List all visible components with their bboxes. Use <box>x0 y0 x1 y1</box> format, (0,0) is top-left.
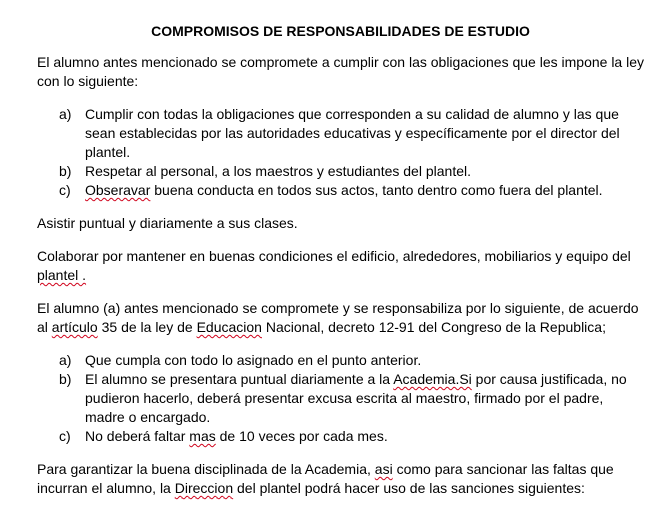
responsibilities-list <box>37 351 644 446</box>
list-item-text: Respetar al personal, a los maestros y estudiantes del plantel. <box>85 163 471 179</box>
obligations-list <box>37 105 644 200</box>
list-item <box>37 370 644 427</box>
spellcheck-flagged-word[interactable]: Academia.Si <box>393 371 472 387</box>
list-marker: b) <box>59 371 72 387</box>
spellcheck-flagged-word[interactable]: Direccion <box>174 480 234 496</box>
list-item <box>37 181 644 200</box>
paragraph-text: Colaborar por mantener en buenas condiciones el edificio, alrededores, mobiliarios y equipo del <box>37 248 631 264</box>
paragraph-text: Para garantizar la buena disciplinada de la Academia, <box>37 461 375 477</box>
collaboration-paragraph <box>37 247 644 285</box>
list-item <box>37 351 644 370</box>
spellcheck-flagged-word[interactable]: plantel . <box>37 267 87 283</box>
spellcheck-flagged-word[interactable]: artículo <box>51 319 98 335</box>
list-marker: c) <box>59 182 71 198</box>
list-marker: a) <box>59 106 72 122</box>
discipline-paragraph <box>37 460 644 498</box>
list-item <box>37 105 644 162</box>
spellcheck-flagged-word[interactable]: Obseravar <box>85 182 151 198</box>
list-item-text: de 10 veces por cada mes. <box>215 428 388 444</box>
list-marker: c) <box>59 428 71 444</box>
list-item <box>37 162 644 181</box>
list-item-text: buena conducta en todos sus actos, tanto dentro como fuera del plantel. <box>150 182 603 198</box>
list-item-text: No deberá faltar <box>85 428 190 444</box>
list-item <box>37 427 644 446</box>
spellcheck-flagged-word[interactable]: Educacion <box>196 319 262 335</box>
paragraph-text: como para sancionar las faltas que incurran el alumno, la <box>37 461 614 496</box>
responsibility-paragraph <box>37 299 644 337</box>
list-marker: b) <box>59 163 72 179</box>
list-item-text: Que cumpla con todo lo asignado en el punto anterior. <box>85 352 422 368</box>
attendance-paragraph: Asistir puntual y diariamente a sus clases. <box>37 215 298 231</box>
paragraph-text: Nacional, decreto 12-91 del Congreso de la Republica; <box>261 319 606 335</box>
spellcheck-flagged-word[interactable]: mas <box>189 428 216 444</box>
spellcheck-flagged-word[interactable]: asi <box>374 461 393 477</box>
document-title: COMPROMISOS DE RESPONSABILIDADES DE ESTUDIO <box>151 23 530 39</box>
intro-paragraph: El alumno antes mencionado se compromete a cumplir con las obligaciones que les impone la ley con lo siguiente: <box>37 54 644 89</box>
list-item-text: El alumno se presentara puntual diariamente a la <box>85 371 394 387</box>
paragraph-text: 35 de la ley de <box>97 319 197 335</box>
list-marker: a) <box>59 352 72 368</box>
paragraph-text: del plantel podrá hacer uso de las sanciones siguientes: <box>233 480 585 496</box>
paragraph-text: El alumno (a) antes mencionado se compromete y se responsabiliza por lo siguiente, de acuerdo al <box>37 300 639 335</box>
list-item-text: por causa justificada, no pudieron hacerlo, deberá presentar excusa escrita al maestro, firmado por el padre, madre o encargado. <box>85 371 627 425</box>
list-item-text: Cumplir con todas la obligaciones que corresponden a su calidad de alumno y las que sean establecidas por las autoridades educativas y específicamente por el director del plantel. <box>85 106 620 160</box>
